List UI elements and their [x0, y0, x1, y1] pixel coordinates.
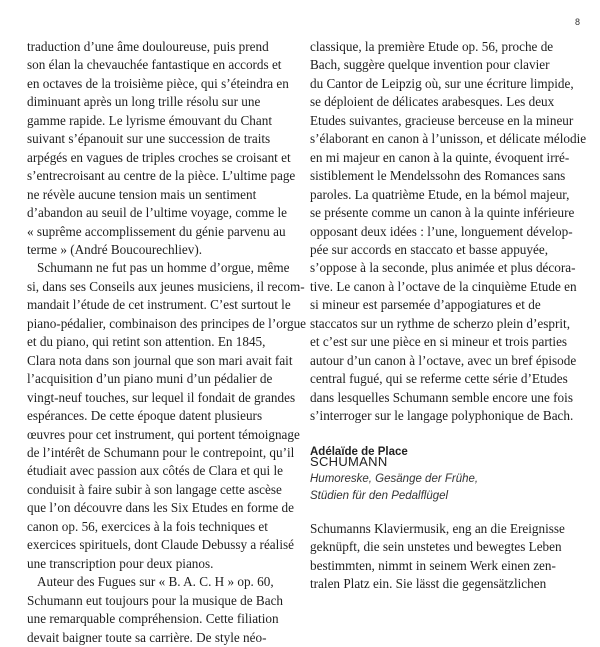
- text-line: piano-pédalier, combinaison des principes de l’orgue: [27, 315, 307, 331]
- text-line: diminuant après un long trille résolu sur une: [27, 94, 261, 110]
- text-line: opposant deux idées : l’une, longuement dévelop-: [310, 223, 573, 239]
- text-line: arpégés en vagues de triples croches se croisant et: [27, 149, 291, 165]
- text-line: devait baigner toute sa carrière. De style néo-: [27, 629, 267, 645]
- text-line: central fugué, qui se referme cette série d’Etudes: [310, 371, 568, 387]
- text-line: paroles. La quatrième Etude, en la bémol majeur,: [310, 186, 570, 202]
- text-line: exercices spirituels, dont Claude Debussy a réalisé: [27, 537, 294, 553]
- text-line: en mi majeur en canon à la quinte, évoquent irré-: [310, 149, 570, 165]
- text-line: son élan la chevauchée fantastique en accords et: [27, 57, 282, 73]
- text-line: s’élaborant en canon à l’unisson, et délicate mélodie: [310, 131, 587, 147]
- text-line: si, dans ses Conseils aux jeunes musiciens, il recom-: [27, 278, 305, 294]
- section-subtitle: Stüdien für den Pedalflügel: [310, 490, 449, 502]
- text-line: suivant s’épanouit sur une succession de traits: [27, 131, 271, 147]
- text-line: se présente comme un canon à la quinte inférieure: [310, 205, 575, 221]
- section-title: SCHUMANN: [310, 454, 388, 469]
- text-line: pée sur accords en staccato et basse appuyée,: [310, 241, 548, 257]
- text-line: que l’on découvre dans les Six Etudes en forme de: [27, 500, 294, 516]
- text-line: classique, la première Etude op. 56, proche de: [310, 39, 554, 54]
- text-line: Schumann ne fut pas un homme d’orgue, même: [37, 260, 290, 276]
- text-line: mandait l’étude de cet instrument. C’est surtout le: [27, 297, 291, 313]
- text-line: s’oppose à la seconde, plus animée et plus décora-: [310, 260, 576, 276]
- text-line: Schumann eut toujours pour la musique de Bach: [27, 592, 284, 608]
- text-line: et c’est sur une pièce en si mineur et trois parties: [310, 334, 568, 350]
- text-line: bestimmten, nimmt in seinem Werk einen zen-: [310, 557, 556, 573]
- text-line: du Cantor de Leipzig où, sur une écriture limpide,: [310, 75, 574, 91]
- text-line: œuvres pour cet instrument, qui portent témoignage: [27, 426, 300, 442]
- section-subtitle: Humoreske, Gesänge der Frühe,: [310, 473, 479, 485]
- text-line: canon op. 56, exercices à la fois techniques et: [27, 518, 268, 534]
- text-line: ne révèle aucune tension mais un sentiment: [27, 186, 257, 202]
- text-line: une transcription pour deux pianos.: [27, 555, 214, 571]
- text-line: vingt-neuf touches, sur lequel il fondait de grandes: [27, 389, 296, 405]
- text-line: s’interroger sur le langage polyphonique de Bach.: [310, 408, 574, 424]
- text-line: Clara nota dans son journal que son mari avait fait: [27, 352, 293, 368]
- text-line: Bach, suggère quelque invention pour clavier: [310, 57, 550, 73]
- text-line: Auteur des Fugues sur « B. A. C. H » op. 60,: [37, 574, 274, 590]
- page-number: 8: [574, 17, 580, 27]
- text-line: staccatos sur un rythme de scherzo plein d’esprit,: [310, 315, 571, 331]
- text-line: tive. Le canon à l’octave de la cinquième Etude en: [310, 278, 577, 294]
- text-line: en octaves de la troisième pièce, qui s’éteindra en: [27, 75, 289, 91]
- right-column: [310, 38, 587, 460]
- left-column: [27, 38, 307, 647]
- text-line: conduisit à faire subir à son langage cette ascèse: [27, 481, 282, 497]
- text-line: dans lesquelles Schumann semble encore une fois: [310, 389, 573, 405]
- text-line: espérances. De cette époque datent plusieurs: [27, 408, 263, 424]
- text-line: sistiblement le Mendelssohn des Romances sans: [310, 168, 566, 184]
- text-line: Etudes suivantes, gracieuse berceuse en la mineur: [310, 112, 574, 128]
- text-line: s’entrecroisant au centre de la pièce. L’ultime page: [27, 168, 296, 184]
- author-signature: Adélaïde de Place: [310, 445, 408, 458]
- text-line: traduction d’une âme douloureuse, puis prend: [27, 39, 269, 54]
- text-line: gamme rapide. Le lyrisme émouvant du Chant: [27, 112, 272, 128]
- text-line: terme » (André Boucourechliev).: [27, 241, 203, 257]
- text-line: l’acquisition d’un piano muni d’un pédalier de: [27, 371, 273, 387]
- text-line: tralen Platz ein. Sie lässt die gegensätzlichen: [310, 576, 547, 592]
- german-section-header: [310, 453, 580, 505]
- text-line: une remarquable compréhension. Cette filiation: [27, 611, 279, 627]
- text-line: et du piano, qui retint son attention. En 1845,: [27, 334, 266, 350]
- text-line: d’abandon au seuil de l’ultime voyage, comme le: [27, 205, 288, 221]
- text-line: de l’intérêt de Schumann pour le contrepoint, qu’il: [27, 444, 295, 460]
- text-line: autour d’un canon à l’octave, avec un bref épisode: [310, 352, 577, 368]
- text-line: « suprême accomplissement du génie parvenu au: [27, 223, 286, 239]
- text-line: si mineur est parsemée d’appogiatures et de: [310, 297, 541, 313]
- text-line: Schumanns Klaviermusik, eng an die Ereignisse: [310, 521, 565, 536]
- text-line: étudiait avec passion aux côtés de Clara et qui le: [27, 463, 283, 479]
- german-section-body: [310, 520, 580, 594]
- text-line: se déploient de délicates arabesques. Les deux: [310, 94, 555, 110]
- text-line: geknüpft, die sein unstetes und bewegtes Leben: [310, 539, 562, 555]
